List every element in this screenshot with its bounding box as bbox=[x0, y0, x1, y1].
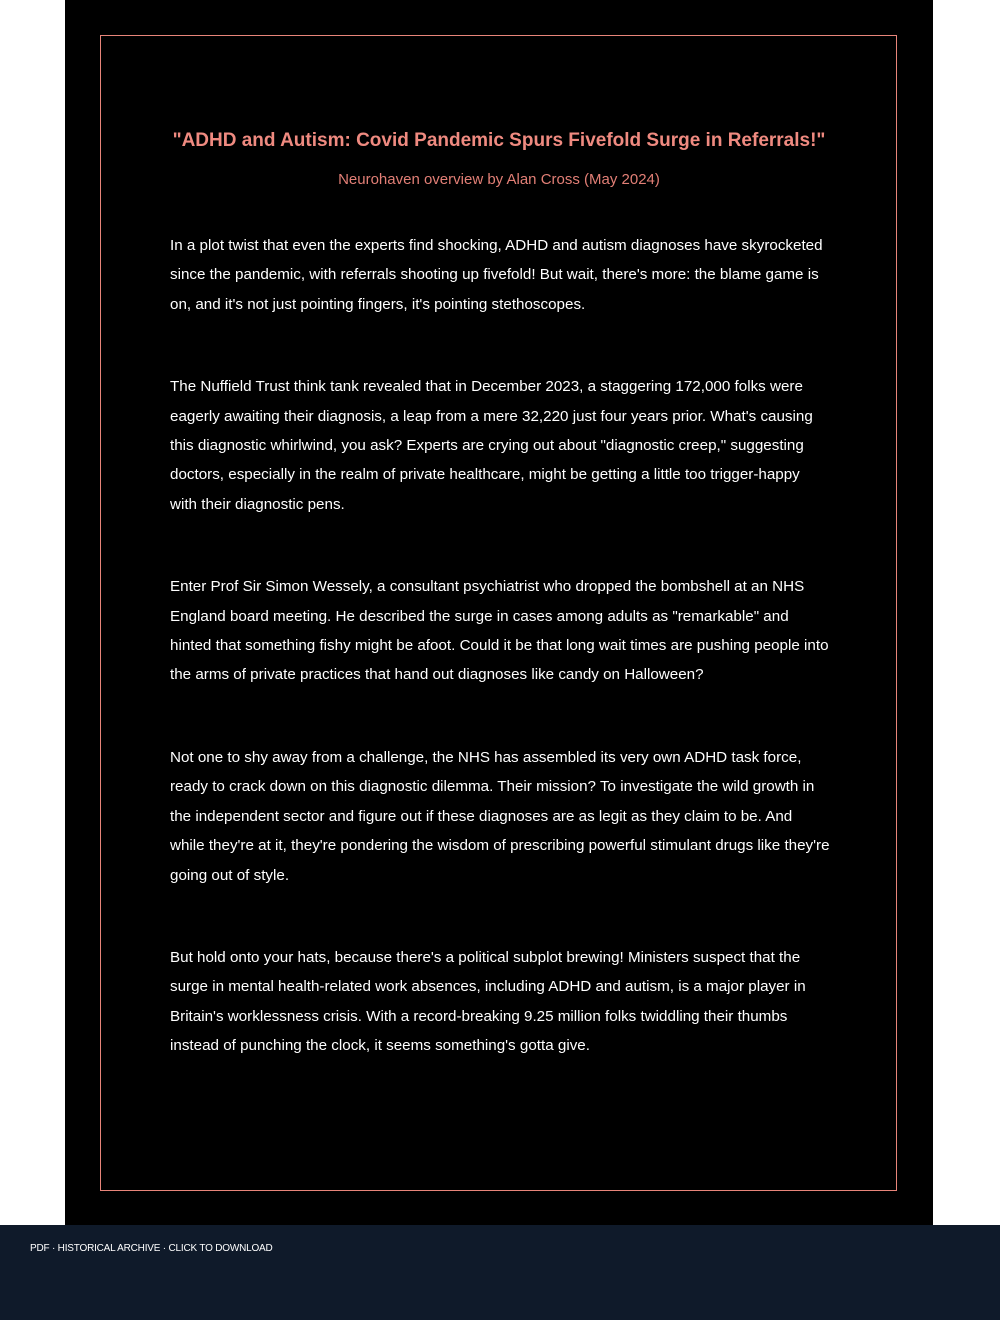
article-paragraph: In a plot twist that even the experts find shocking, ADHD and autism diagnoses have skyrocketed since the pandemic, with referrals shooting up fivefold! But wait, there's more: the blame game is on, and it's not just pointing fingers, it's pointing stethoscopes. bbox=[170, 237, 823, 313]
pdf-download-link[interactable]: PDF · HISTORICAL ARCHIVE · CLICK TO DOWNLOAD bbox=[30, 1243, 273, 1254]
article-byline: Neurohaven overview by Alan Cross (May 2024) bbox=[338, 171, 660, 188]
article-headline: "ADHD and Autism: Covid Pandemic Spurs Fivefold Surge in Referrals!" bbox=[172, 130, 826, 151]
article-paragraph: Not one to shy away from a challenge, the NHS has assembled its very own ADHD task force, ready to crack down on this diagnostic dilemma. Their mission? To investigate the wild growth in the independent sector and figure out if these diagnoses are as legit as they claim to be. And while they're at it, they're pondering the wisdom of prescribing powerful stimulant drugs like they're going out of style. bbox=[170, 748, 830, 884]
article-body bbox=[170, 231, 830, 1114]
article-paragraph: Enter Prof Sir Simon Wessely, a consultant psychiatrist who dropped the bombshell at an NHS England board meeting. He described the surge in cases among adults as "remarkable" and hinted that something fishy might be afoot. Could it be that long wait times are pushing people into the arms of private practices that hand out diagnoses like candy on Halloween? bbox=[170, 578, 829, 684]
article-paragraph: But hold onto your hats, because there's a political subplot brewing! Ministers suspect that the surge in mental health-related work absences, including ADHD and autism, is a major player in Britain's worklessness crisis. With a record-breaking 9.25 million folks twiddling their thumbs instead of punching the clock, it seems something's gotta give. bbox=[170, 948, 806, 1055]
footer-bar bbox=[0, 1225, 1000, 1320]
document-page bbox=[65, 0, 933, 1225]
article-paragraph: The Nuffield Trust think tank revealed that in December 2023, a staggering 172,000 folks were eagerly awaiting their diagnosis, a leap from a mere 32,220 just four years prior. What's causing this diagnostic whirlwind, you ask? Experts are crying out about "diagnostic creep," suggesting doctors, especially in the realm of private healthcare, might be getting a little too trigger-happy with their diagnostic pens. bbox=[170, 378, 813, 513]
